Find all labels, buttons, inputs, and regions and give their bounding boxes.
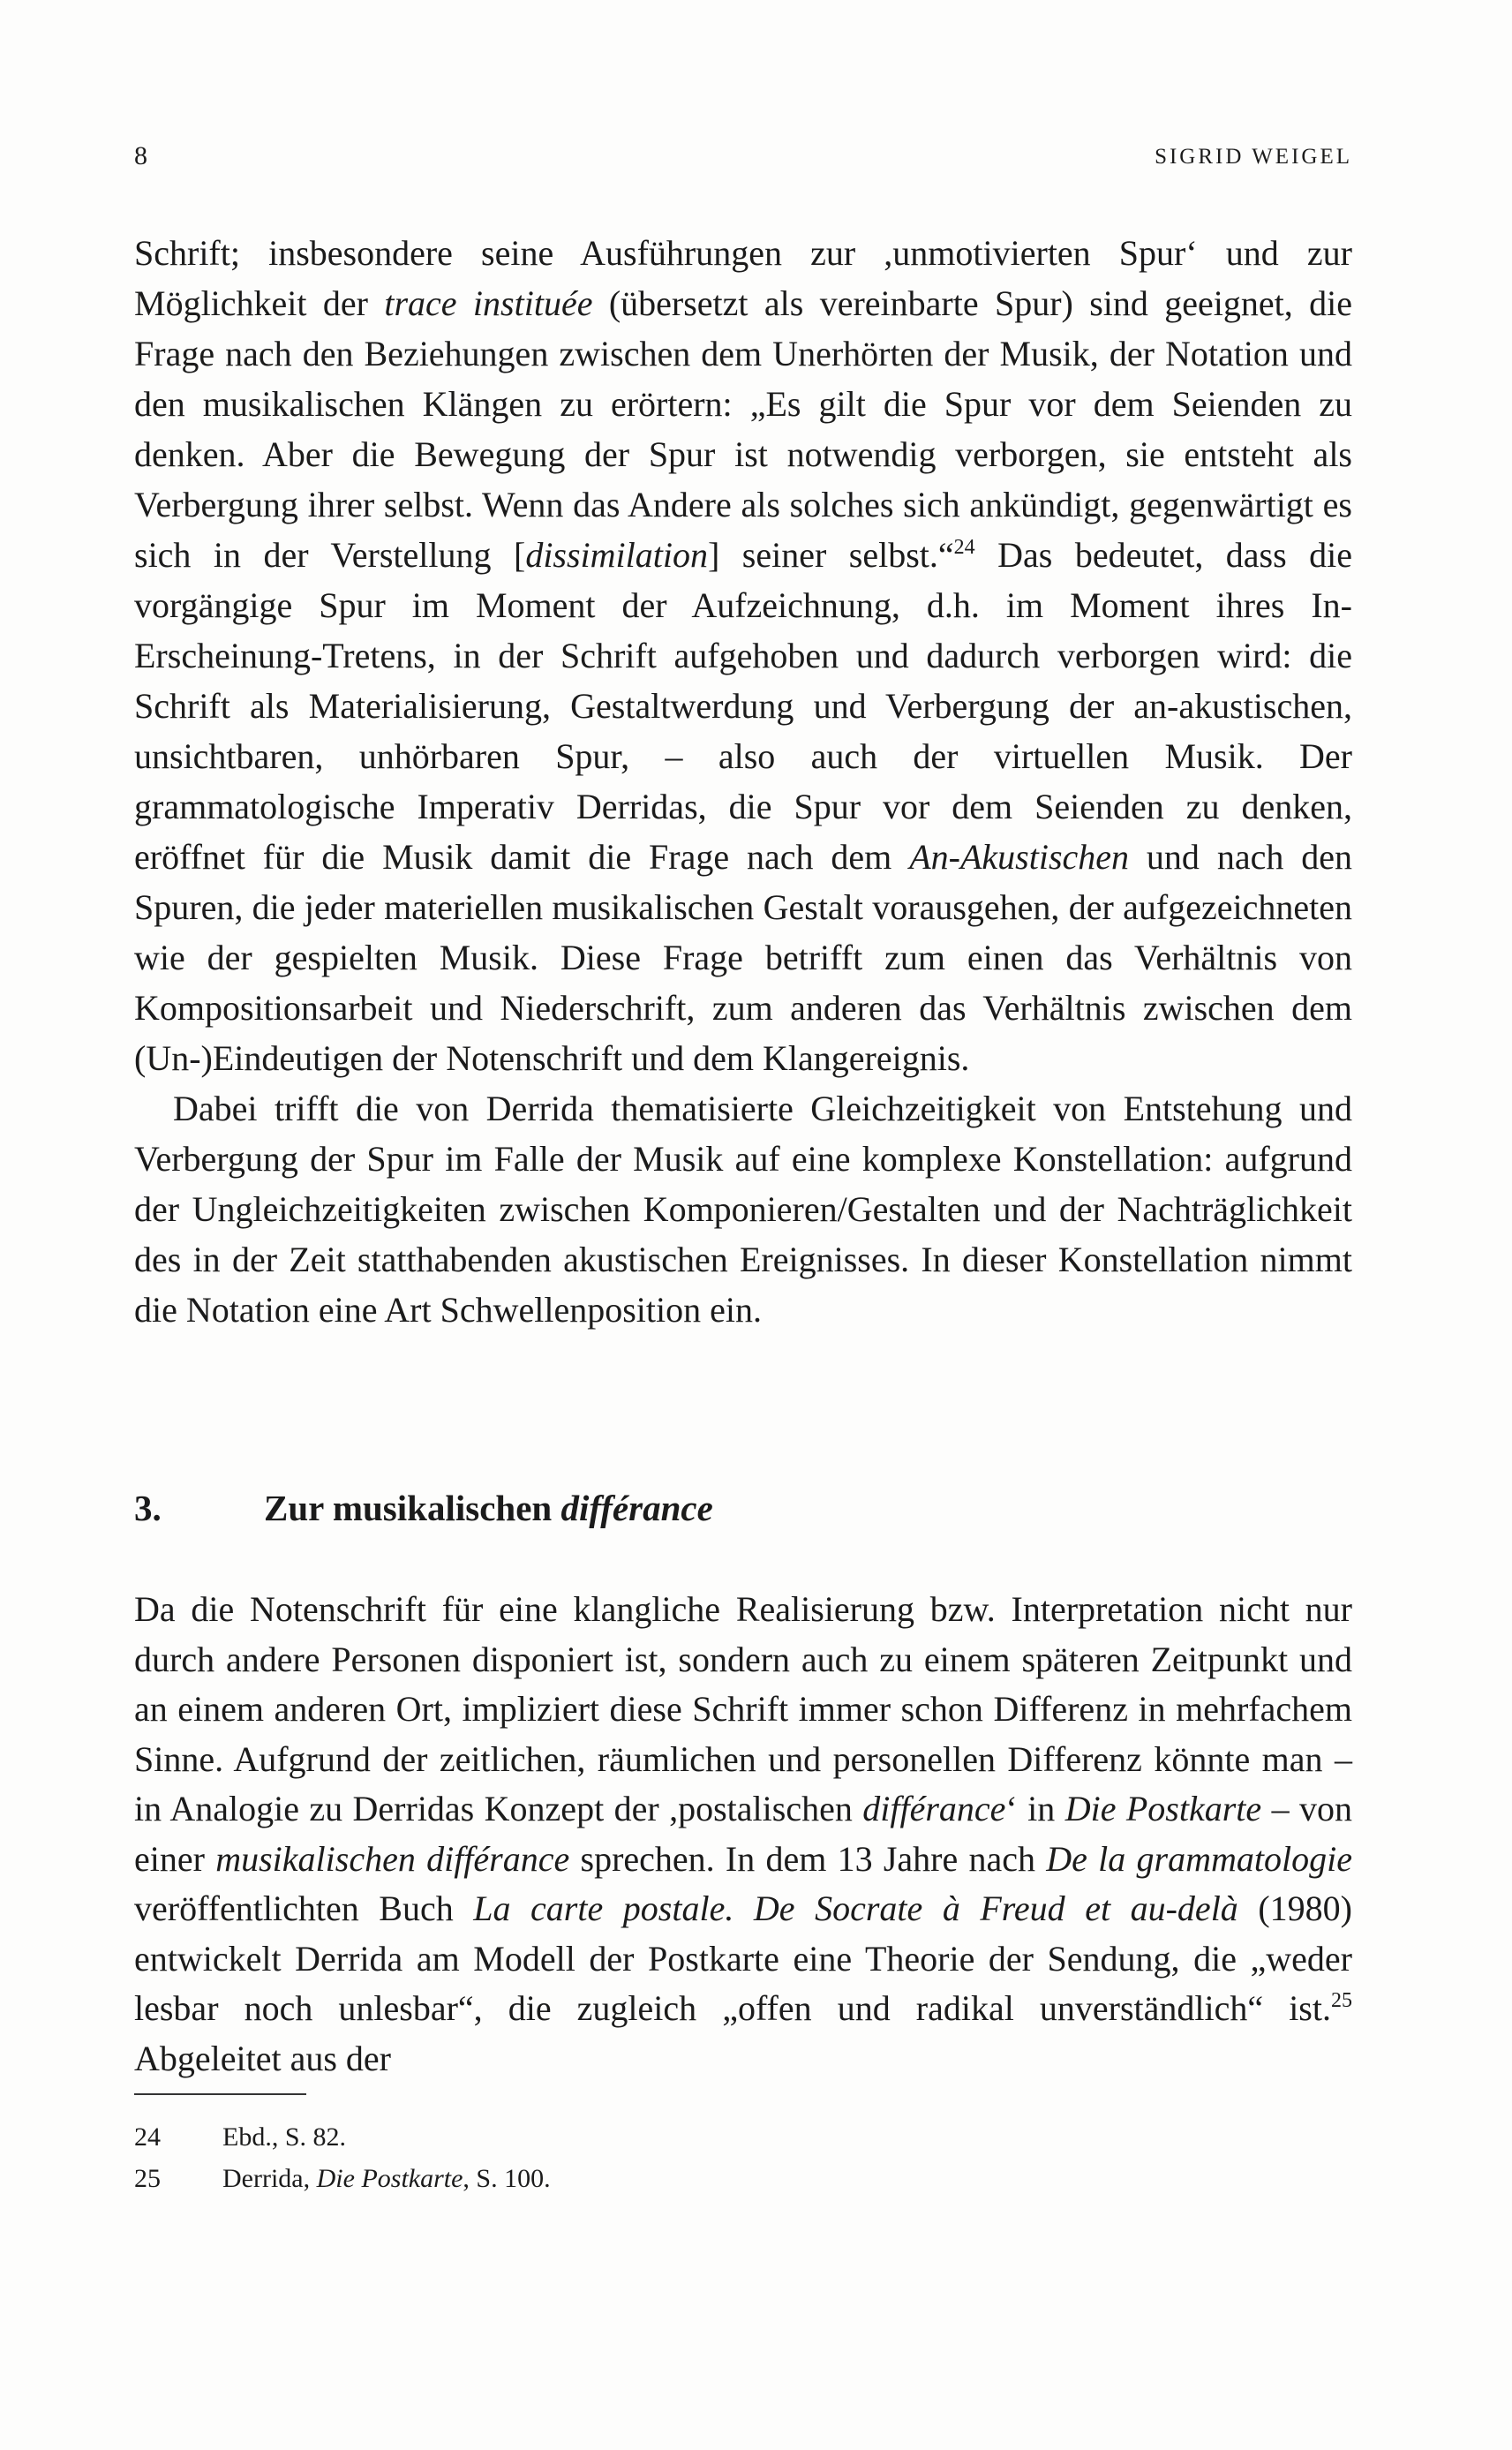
section-title: Zur musikalischen différance	[264, 1488, 713, 1528]
footnote-ref-25[interactable]: 25	[1331, 1989, 1352, 2012]
footnotes	[134, 2116, 1352, 2199]
footnote-25	[134, 2158, 1352, 2199]
footnote-text: Ebd., S. 82.	[222, 2122, 347, 2152]
italic-term: dissimilation	[525, 535, 709, 575]
body-text	[134, 228, 1352, 1335]
page-header	[134, 141, 1352, 180]
footnote-text: Derrida, Die Postkarte, S. 100.	[222, 2164, 551, 2193]
section-number: 3.	[134, 1488, 162, 1528]
footnote-number: 25	[134, 2164, 161, 2193]
running-head: SIGRID WEIGEL	[1155, 145, 1352, 169]
footnote-divider	[134, 2093, 306, 2095]
footnote-24	[134, 2116, 1352, 2158]
footnote-ref-24[interactable]: 24	[953, 536, 975, 559]
italic-term: An-Akustischen	[909, 837, 1130, 877]
paragraph-2: Dabei trifft die von Derrida thematisierte Gleichzeitigkeit von Entstehung und Verbergung der Spur im Falle der Musik auf eine komplexe Konstellation: aufgrund der Ungleichzeitigkeiten zwischen Komponieren/Gestalten und der Nachträglichkeit des in der Zeit statthabenden akustischen Ereignisses. In dieser Konstellation nimmt die Notation eine Art Schwellenposition ein.	[134, 1089, 1352, 1330]
paragraph-1: Schrift; insbesondere seine Ausführungen zur ,unmotivierten Spur‘ und zur Möglichkeit der trace instituée (übersetzt als vereinbarte Spur) sind geeignet, die Frage nach den Beziehungen zwischen dem Unerhörten der Musik, der Notation und den musikalischen Klängen zu erörtern: „Es gilt die Spur vor dem Seienden zu denken. Aber die Bewegung der Spur ist notwendig verborgen, sie entsteht als Verbergung ihrer selbst. Wenn das Andere als solches sich ankündigt, gegenwärtigt es sich in der Verstellung [dissimilation] seiner selbst.“$^{24}$ Das bedeutet, dass die vorgängige Spur im Moment der Aufzeichnung, d.h. im Moment ihres In-Erscheinung-Tretens, in der Schrift aufgehoben und dadurch verborgen wird: die Schrift als Materialisierung, Gestaltwerdung und Verbergung der an-akustischen, unsichtbaren, unhörbaren Spur, – also auch der virtuellen Musik. Der grammatologische Imperativ Derridas, die Spur vor dem Seienden zu denken, eröffnet für die Musik damit die Frage nach dem An-Akustischen und nach den Spuren, die jeder materiellen musikalischen Gestalt vorausgehen, der aufgezeichneten wie der gespielten Musik. Diese Frage betrifft zum einen das Verhältnis von Kompositionsarbeit und Niederschrift, zum anderen das Verhältnis zwischen dem (Un-)Eindeutigen der Notenschrift und dem Klangereignis.	[134, 233, 1353, 1078]
footnote-number: 24	[134, 2122, 161, 2152]
page-number: 8	[134, 141, 147, 170]
paragraph-3: Da die Notenschrift für eine klangliche Realisierung bzw. Interpretation nicht nur durch andere Personen disponiert ist, sondern auch zu einem späteren Zeitpunkt und an einem anderen Ort, impliziert diese Schrift immer schon Differenz in mehrfachem Sinne. Aufgrund der zeitlichen, räumlichen und personellen Differenz könnte man – in Analogie zu Derridas Konzept der ,postalischen différance‘ in Die Postkarte – von einer musikalischen différance sprechen. In dem 13 Jahre nach De la grammatologie veröffentlichten Buch La carte postale. De Socrate à Freud et au-delà (1980) entwickelt Derrida am Modell der Postkarte eine Theorie der Sendung, die „weder lesbar noch unlesbar“, die zugleich „offen und radikal unverständlich“ ist.$^{25}$ Abgeleitet aus der	[134, 1589, 1353, 2078]
section-body-text	[134, 1585, 1352, 2084]
italic-term: trace instituée	[384, 283, 593, 323]
